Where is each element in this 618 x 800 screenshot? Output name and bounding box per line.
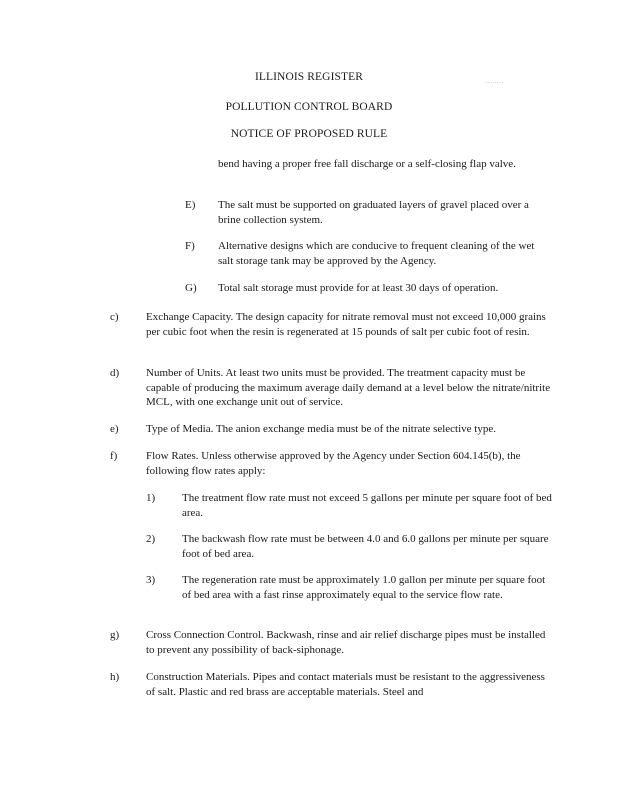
subitem-text-1: The treatment flow rate must not exceed 5 gallons per minute per square foot of bed area. [182,492,552,519]
register-title: ILLINOIS REGISTER [254,71,364,83]
item-text-g-upper: Total salt storage must provide for at least 30 days of operation. [218,282,499,294]
subitem-label-1: 1) [146,492,156,504]
section-text-f: Flow Rates. Unless otherwise approved by the Agency under Section 604.145(b), the following flow rates apply: [146,450,521,477]
item-text-f-upper: Alternative designs which are conducive to frequent cleaning of the wet salt storage tank may be approved by the Agency. [218,240,535,267]
section-text-g: Cross Connection Control. Backwash, rinse and air relief discharge pipes must be installed to prevent any possibility of back-siphonage. [146,629,546,656]
page-stamp: ........ [486,80,504,85]
section-label-d: d) [110,367,120,379]
subitem-text-2: The backwash flow rate must be between 4.0 and 6.0 gallons per minute per square foot of bed area. [182,533,549,560]
subitem-label-2: 2) [146,533,156,545]
item-label-f-upper: F) [185,240,195,252]
section-label-c: c) [110,311,119,323]
section-text-e: Type of Media. The anion exchange media must be of the nitrate selective type. [146,423,496,435]
section-text-c: Exchange Capacity. The design capacity for nitrate removal must not exceed 10,000 grains per cubic foot when the resin is regenerated at 15 pounds of salt per cubic foot of resin. [146,311,546,338]
subitem-label-3: 3) [146,574,156,586]
board-title: POLLUTION CONTROL BOARD [225,101,393,113]
section-label-h: h) [110,671,120,683]
item-label-g-upper: G) [185,282,197,294]
subitem-text-3: The regeneration rate must be approximately 1.0 gallon per minute per square foot of bed area with a fast rinse approximately equal to the service flow rate. [182,574,546,601]
notice-title: NOTICE OF PROPOSED RULE [230,128,388,140]
section-text-h: Construction Materials. Pipes and contact materials must be resistant to the aggressiveness of salt. Plastic and red brass are acceptable materials. Steel and [146,671,545,698]
section-label-g: g) [110,629,120,641]
paragraph-continuation: bend having a proper free fall discharge or a self-closing flap valve. [218,158,516,170]
item-text-e-upper: The salt must be supported on graduated layers of gravel placed over a brine collection system. [218,199,529,226]
item-label-e-upper: E) [185,199,196,211]
section-text-d: Number of Units. At least two units must be provided. The treatment capacity must be capable of producing the maximum average daily demand at a level below the nitrate/nitrite MCL, with one exchange unit out of service. [146,367,551,408]
section-label-e: e) [110,423,119,435]
section-label-f: f) [110,450,118,462]
